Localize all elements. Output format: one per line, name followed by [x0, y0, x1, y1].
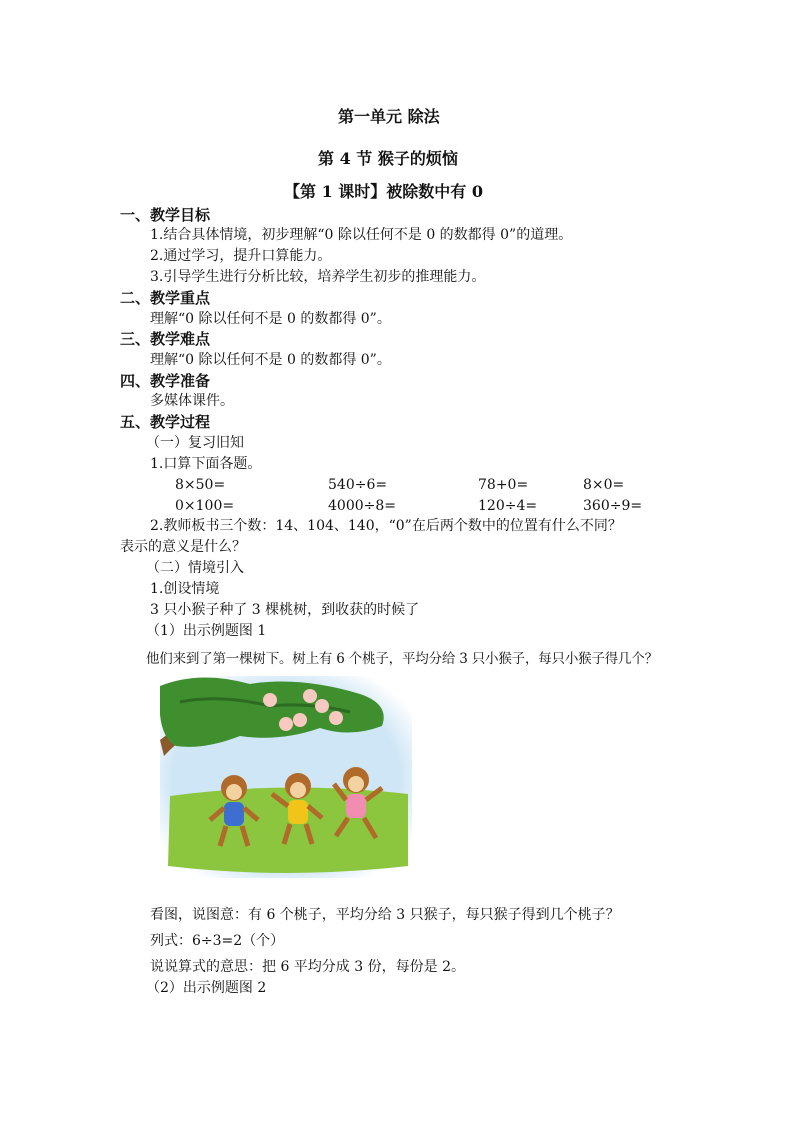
key-points-heading: 二、教学重点	[120, 289, 211, 307]
example-2-title: （2）出示例题图 2	[146, 980, 267, 996]
calc-cell: 4000÷8=	[328, 498, 396, 514]
calc-cell: 8×50=	[175, 477, 226, 493]
key-points-text: 理解“0 除以任何不是 0 的数都得 0”。	[150, 311, 391, 327]
goal-item-1: 1.结合具体情境，初步理解“0 除以任何不是 0 的数都得 0”的道理。	[150, 227, 573, 243]
monkeys-peach-tree-illustration	[160, 676, 412, 878]
intro-story: 3 只小猴子种了 3 棵桃树，到收获的时候了	[150, 602, 420, 618]
peach	[303, 689, 317, 703]
review-question-1: 1.口算下面各题。	[150, 456, 262, 472]
goal-item-3: 3.引导学生进行分析比较，培养学生初步的推理能力。	[150, 269, 486, 285]
difficulties-text: 理解“0 除以任何不是 0 的数都得 0”。	[150, 352, 391, 368]
peach	[293, 713, 307, 727]
preparation-heading: 四、教学准备	[120, 372, 211, 390]
section-title: 第 4 节 猴子的烦恼	[318, 149, 458, 168]
review-title: （一）复习旧知	[146, 435, 244, 451]
calc-cell: 78+0=	[478, 477, 529, 493]
calc-cell: 8×0=	[583, 477, 625, 493]
formula-text: 列式：6÷3=2（个）	[150, 933, 285, 949]
lesson-title: 【第 1 课时】被除数中有 0	[284, 182, 483, 201]
meaning-text: 说说算式的意思：把 6 平均分成 3 份，每份是 2。	[150, 959, 465, 975]
intro-step-1: 1.创设情境	[150, 581, 220, 597]
peach	[263, 693, 277, 707]
calc-cell: 540÷6=	[328, 477, 388, 493]
review-question-2-cont: 表示的意义是什么？	[120, 539, 246, 555]
peach	[329, 711, 343, 725]
intro-title: （二）情境引入	[146, 560, 244, 576]
example-1-text: 他们来到了第一棵树下。树上有 6 个桃子，平均分给 3 只小猴子，每只小猴子得几个？	[146, 651, 658, 667]
goals-heading: 一、教学目标	[120, 206, 211, 224]
peach	[279, 717, 293, 731]
peach	[315, 699, 329, 713]
calc-cell: 360÷9=	[583, 498, 643, 514]
calc-cell: 120÷4=	[478, 498, 538, 514]
unit-title: 第一单元 除法	[338, 107, 440, 126]
review-question-2: 2.教师板书三个数：14、104、140，“0”在后两个数中的位置有什么不同？	[150, 518, 622, 534]
process-heading: 五、教学过程	[120, 413, 211, 431]
look-text: 看图，说图意：有 6 个桃子，平均分给 3 只猴子，每只猴子得到几个桃子？	[150, 907, 620, 923]
calc-cell: 0×100=	[175, 498, 235, 514]
goal-item-2: 2.通过学习，提升口算能力。	[150, 248, 332, 264]
example-1-title: （1）出示例题图 1	[146, 623, 267, 639]
difficulties-heading: 三、教学难点	[120, 330, 211, 348]
preparation-text: 多媒体课件。	[150, 393, 234, 409]
